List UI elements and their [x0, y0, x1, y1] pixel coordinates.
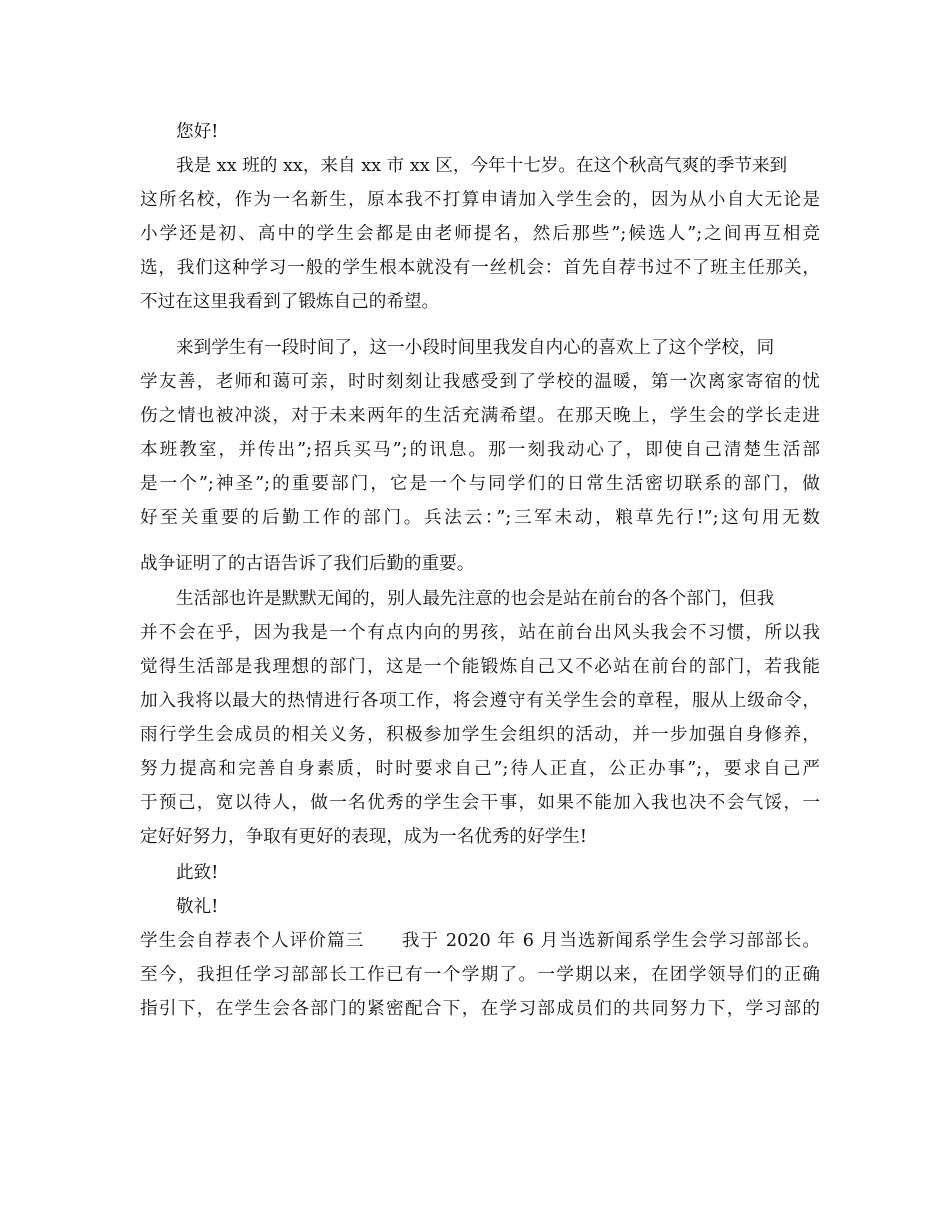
- paragraph-2-line-3: 伤之情也被冲淡，对于未来两年的生活充满希望。在那天晚上，学生会的学长走进: [140, 406, 820, 426]
- paragraph-2-line-5: 是一个”;神圣”;的重要部门，它是一个与同学们的日常生活密切联系的部门，做: [140, 474, 820, 494]
- paragraph-3-line-5: 雨行学生会成员的相关义务，积极参加学生会组织的活动，并一步加强自身修养，: [140, 725, 820, 745]
- paragraph-3-line-6: 努力提高和完善自身素质，时时要求自己”;待人正直，公正办事”;，要求自己严: [140, 759, 820, 779]
- section-body-line-1: 至今，我担任学习部部长工作已有一个学期了。一学期以来，在团学领导们的正确: [140, 965, 820, 985]
- paragraph-1-line-1: 我是 xx 班的 xx，来自 xx 市 xx 区，今年十七岁。在这个秋高气爽的季节来到: [176, 156, 788, 176]
- paragraph-2-line-6: 好至关重要的后勤工作的部门。兵法云：”;三军未动，粮草先行!”;这句用无数: [140, 508, 820, 528]
- paragraph-1-line-3: 小学还是初、高中的学生会都是由老师提名，然后那些”;候选人”;之间再互相竞: [140, 224, 820, 244]
- section-heading-line: 学生会自荐表个人评价篇三 我于 2020 年 6 月当选新闻系学生会学习部部长。: [140, 931, 820, 951]
- section-body-line-2: 指引下，在学生会各部门的紧密配合下，在学习部成员们的共同努力下，学习部的: [140, 999, 820, 1019]
- paragraph-2-line-2: 学友善，老师和蔼可亲，时时刻刻让我感受到了学校的温暖，第一次离家寄宿的忧: [140, 372, 820, 392]
- paragraph-3-line-3: 觉得生活部是我理想的部门，这是一个能锻炼自己又不必站在前台的部门，若我能: [140, 657, 820, 677]
- paragraph-3-line-8: 定好好努力，争取有更好的表现，成为一名优秀的好学生!: [140, 827, 587, 847]
- paragraph-3-line-2: 并不会在乎，因为我是一个有点内向的男孩，站在前台出风头我会不习惯，所以我: [140, 623, 820, 643]
- paragraph-1-line-2: 这所名校，作为一名新生，原本我不打算申请加入学生会的，因为从小自大无论是: [140, 190, 820, 210]
- paragraph-2-line-4: 本班教室，并传出”;招兵买马”;的讯息。那一刻我动心了，即使自己清楚生活部: [140, 440, 820, 460]
- paragraph-2-line-7: 战争证明了的古语告诉了我们后勤的重要。: [140, 554, 475, 574]
- paragraph-2-line-1: 来到学生有一段时间了，这一小段时间里我发自内心的喜欢上了这个学校，同: [176, 338, 775, 358]
- paragraph-3-line-4: 加入我将以最大的热情进行各项工作，将会遵守有关学生会的章程，服从上级命令，: [140, 691, 820, 711]
- closing-line-1: 此致!: [176, 863, 219, 883]
- closing-line-2: 敬礼!: [176, 897, 219, 917]
- paragraph-3-line-7: 于预己，宽以待人，做一名优秀的学生会干事，如果不能加入我也决不会气馁，一: [140, 793, 820, 813]
- paragraph-3-line-1: 生活部也许是默默无闻的，别人最先注意的也会是站在前台的各个部门，但我: [176, 589, 775, 609]
- paragraph-1-line-4: 选，我们这种学习一般的学生根本就没有一丝机会：首先自荐书过不了班主任那关，: [140, 258, 820, 278]
- salutation-line: 您好!: [176, 122, 219, 142]
- paragraph-1-line-5: 不过在这里我看到了锻炼自己的希望。: [140, 292, 440, 312]
